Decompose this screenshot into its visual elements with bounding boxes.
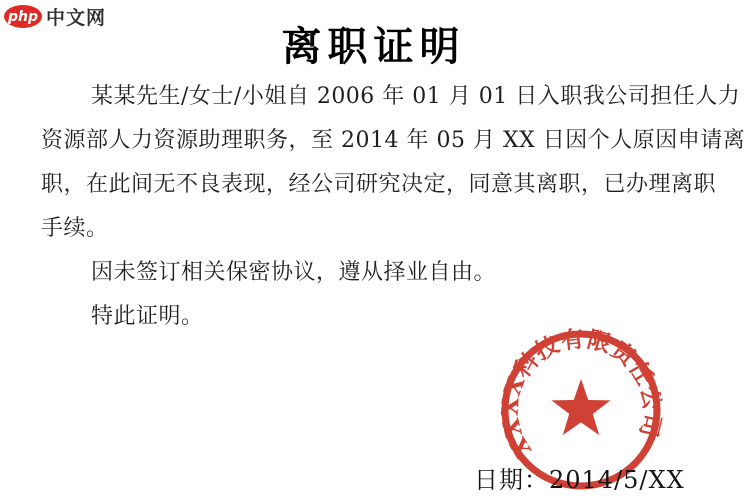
body-line: 手续。 (41, 216, 109, 241)
site-logo-text: 中文网 (46, 7, 107, 29)
seal-company-text: XXXX科技有限责任公司 (496, 325, 666, 462)
body-line: 职，在此间无不良表现，经公司研究决定，同意其离职，已办理离职 (41, 172, 717, 197)
body-line: 特此证明。 (91, 304, 204, 329)
document-body (41, 75, 746, 339)
php-logo-icon: php (4, 5, 42, 28)
date-line: 日期：2014/5/XX (474, 466, 685, 494)
body-line: 资源部人力资源助理职务，至 2014 年 05 月 XX 日因个人原因申请离 (41, 128, 746, 153)
body-line: 某某先生/女士/小姐自 2006 年 01 月 01 日入职我公司担任人力 (91, 84, 741, 109)
document-title: 离职证明 (281, 23, 466, 70)
star-icon (552, 379, 611, 435)
body-line: 因未签订相关保密协议，遵从择业自由。 (91, 260, 497, 285)
